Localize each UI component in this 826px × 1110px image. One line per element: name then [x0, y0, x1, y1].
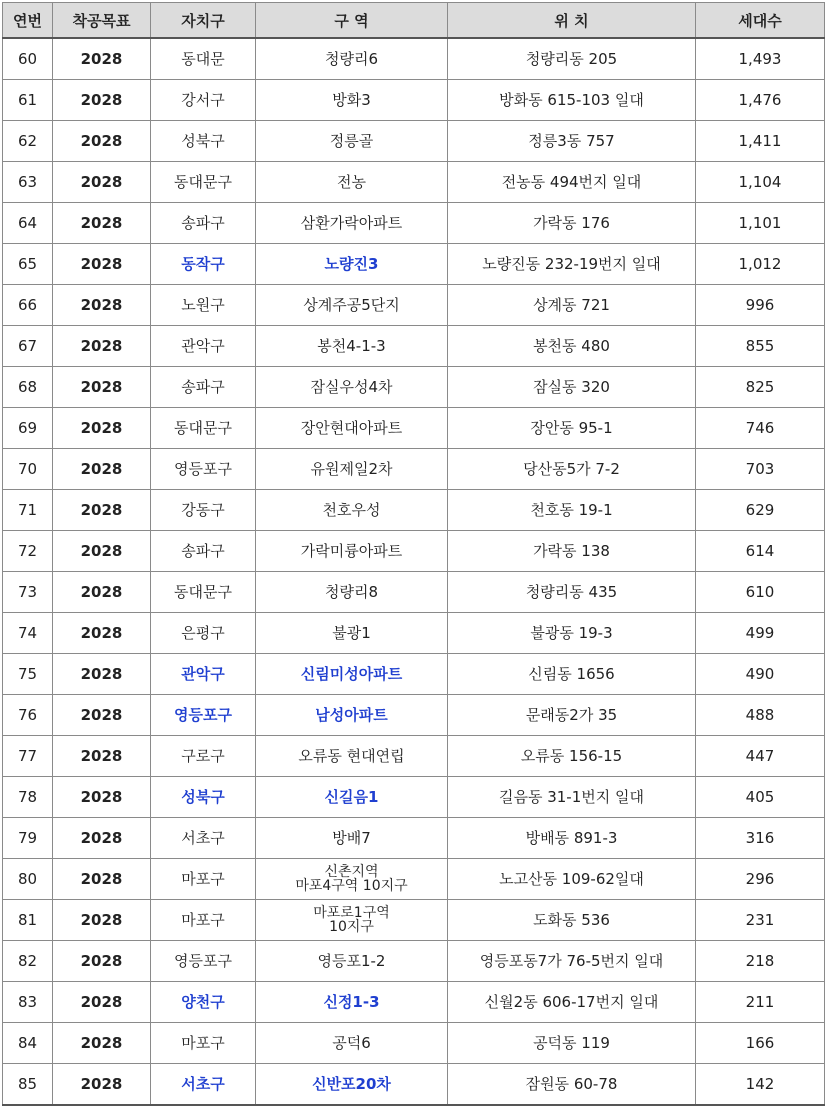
row-number: 67 [3, 326, 53, 367]
row-households: 703 [696, 449, 825, 490]
table-body [3, 38, 825, 1105]
row-households: 1,101 [696, 203, 825, 244]
header-households: 세대수 [696, 3, 825, 39]
row-target-year: 2028 [53, 531, 151, 572]
row-number: 74 [3, 613, 53, 654]
row-zone: 가락미륭아파트 [256, 531, 448, 572]
table-row [3, 1064, 825, 1106]
row-location: 봉천동 480 [448, 326, 696, 367]
row-location: 신림동 1656 [448, 654, 696, 695]
header-zone: 구 역 [256, 3, 448, 39]
row-location: 방배동 891-3 [448, 818, 696, 859]
row-district: 마포구 [151, 859, 256, 900]
row-households: 1,476 [696, 80, 825, 121]
row-zone: 잠실우성4차 [256, 367, 448, 408]
row-location: 청량리동 205 [448, 38, 696, 80]
row-zone: 방배7 [256, 818, 448, 859]
row-households: 490 [696, 654, 825, 695]
row-district: 송파구 [151, 367, 256, 408]
table-row [3, 285, 825, 326]
row-target-year: 2028 [53, 818, 151, 859]
row-district: 영등포구 [151, 941, 256, 982]
table-row [3, 408, 825, 449]
row-households: 1,104 [696, 162, 825, 203]
row-location: 영등포동7가 76-5번지 일대 [448, 941, 696, 982]
row-location: 장안동 95-1 [448, 408, 696, 449]
row-zone: 장안현대아파트 [256, 408, 448, 449]
row-zone: 정릉골 [256, 121, 448, 162]
table-row [3, 80, 825, 121]
row-zone: 방화3 [256, 80, 448, 121]
row-district: 송파구 [151, 203, 256, 244]
row-location: 신월2동 606-17번지 일대 [448, 982, 696, 1023]
table-row [3, 203, 825, 244]
row-target-year: 2028 [53, 1064, 151, 1106]
row-zone: 유원제일2차 [256, 449, 448, 490]
row-district: 서초구 [151, 1064, 256, 1106]
header-district: 자치구 [151, 3, 256, 39]
row-district: 관악구 [151, 326, 256, 367]
row-district: 송파구 [151, 531, 256, 572]
row-district: 강동구 [151, 490, 256, 531]
row-households: 629 [696, 490, 825, 531]
row-target-year: 2028 [53, 982, 151, 1023]
row-households: 405 [696, 777, 825, 818]
row-zone-line2: 10지구 [329, 919, 374, 935]
row-households: 211 [696, 982, 825, 1023]
row-number: 60 [3, 38, 53, 80]
row-households: 142 [696, 1064, 825, 1106]
header-no: 연번 [3, 3, 53, 39]
row-number: 78 [3, 777, 53, 818]
row-number: 75 [3, 654, 53, 695]
row-location: 정릉3동 757 [448, 121, 696, 162]
row-households: 488 [696, 695, 825, 736]
row-target-year: 2028 [53, 859, 151, 900]
row-zone [256, 900, 448, 941]
row-households: 614 [696, 531, 825, 572]
row-location: 가락동 176 [448, 203, 696, 244]
row-zone: 남성아파트 [256, 695, 448, 736]
table-row [3, 531, 825, 572]
table-row [3, 818, 825, 859]
row-number: 85 [3, 1064, 53, 1106]
row-target-year: 2028 [53, 572, 151, 613]
table-row [3, 695, 825, 736]
row-zone: 신림미성아파트 [256, 654, 448, 695]
row-number: 72 [3, 531, 53, 572]
table-row [3, 326, 825, 367]
row-number: 64 [3, 203, 53, 244]
row-number: 79 [3, 818, 53, 859]
row-zone: 오류동 현대연립 [256, 736, 448, 777]
row-households: 1,012 [696, 244, 825, 285]
header-target-year: 착공목표 [53, 3, 151, 39]
row-number: 80 [3, 859, 53, 900]
row-number: 69 [3, 408, 53, 449]
row-district: 동대문구 [151, 408, 256, 449]
row-location: 상계동 721 [448, 285, 696, 326]
table-row [3, 38, 825, 80]
header-location: 위 치 [448, 3, 696, 39]
row-households: 166 [696, 1023, 825, 1064]
row-district: 구로구 [151, 736, 256, 777]
row-households: 610 [696, 572, 825, 613]
row-location: 당산동5가 7-2 [448, 449, 696, 490]
row-target-year: 2028 [53, 162, 151, 203]
row-location: 문래동2가 35 [448, 695, 696, 736]
row-households: 825 [696, 367, 825, 408]
row-number: 65 [3, 244, 53, 285]
row-district: 영등포구 [151, 449, 256, 490]
row-district: 동대문구 [151, 572, 256, 613]
table-row [3, 777, 825, 818]
table-header-row [3, 3, 825, 39]
table-row [3, 900, 825, 941]
row-number: 71 [3, 490, 53, 531]
row-zone: 상계주공5단지 [256, 285, 448, 326]
table-row [3, 449, 825, 490]
row-target-year: 2028 [53, 449, 151, 490]
table-row [3, 244, 825, 285]
row-location: 길음동 31-1번지 일대 [448, 777, 696, 818]
row-district: 성북구 [151, 777, 256, 818]
row-district: 동대문구 [151, 162, 256, 203]
row-district: 마포구 [151, 900, 256, 941]
row-target-year: 2028 [53, 736, 151, 777]
row-target-year: 2028 [53, 203, 151, 244]
row-zone [256, 859, 448, 900]
row-zone: 신길음1 [256, 777, 448, 818]
row-location: 전농동 494번지 일대 [448, 162, 696, 203]
row-target-year: 2028 [53, 613, 151, 654]
table-row [3, 1023, 825, 1064]
row-zone: 공덕6 [256, 1023, 448, 1064]
row-location: 노량진동 232-19번지 일대 [448, 244, 696, 285]
row-district: 마포구 [151, 1023, 256, 1064]
row-target-year: 2028 [53, 80, 151, 121]
table-row [3, 736, 825, 777]
row-district: 영등포구 [151, 695, 256, 736]
row-district: 동작구 [151, 244, 256, 285]
row-district: 은평구 [151, 613, 256, 654]
row-district: 강서구 [151, 80, 256, 121]
row-zone-line1: 신촌지역 [324, 864, 379, 880]
table-row [3, 572, 825, 613]
row-households: 447 [696, 736, 825, 777]
row-location: 도화동 536 [448, 900, 696, 941]
row-number: 70 [3, 449, 53, 490]
row-location: 가락동 138 [448, 531, 696, 572]
row-target-year: 2028 [53, 38, 151, 80]
row-households: 218 [696, 941, 825, 982]
row-target-year: 2028 [53, 1023, 151, 1064]
row-households: 855 [696, 326, 825, 367]
table-row [3, 490, 825, 531]
table-row [3, 121, 825, 162]
row-number: 66 [3, 285, 53, 326]
row-district: 서초구 [151, 818, 256, 859]
row-target-year: 2028 [53, 367, 151, 408]
row-number: 84 [3, 1023, 53, 1064]
row-location: 불광동 19-3 [448, 613, 696, 654]
row-households: 996 [696, 285, 825, 326]
table-row [3, 162, 825, 203]
row-households: 231 [696, 900, 825, 941]
row-zone: 신반포20차 [256, 1064, 448, 1106]
row-location: 잠원동 60-78 [448, 1064, 696, 1106]
table-row [3, 654, 825, 695]
row-zone: 청량리6 [256, 38, 448, 80]
row-location: 방화동 615-103 일대 [448, 80, 696, 121]
table-row [3, 982, 825, 1023]
row-location: 청량리동 435 [448, 572, 696, 613]
row-target-year: 2028 [53, 654, 151, 695]
row-zone: 신정1-3 [256, 982, 448, 1023]
row-target-year: 2028 [53, 490, 151, 531]
row-households: 746 [696, 408, 825, 449]
row-target-year: 2028 [53, 941, 151, 982]
row-zone: 전농 [256, 162, 448, 203]
row-zone-line2: 마포4구역 10지구 [295, 878, 408, 894]
row-zone: 천호우성 [256, 490, 448, 531]
row-number: 81 [3, 900, 53, 941]
row-zone: 봉천4-1-3 [256, 326, 448, 367]
row-number: 82 [3, 941, 53, 982]
row-target-year: 2028 [53, 326, 151, 367]
row-number: 83 [3, 982, 53, 1023]
table-row [3, 367, 825, 408]
row-households: 296 [696, 859, 825, 900]
redevelopment-table [2, 2, 825, 1106]
row-district: 양천구 [151, 982, 256, 1023]
row-households: 1,493 [696, 38, 825, 80]
row-households: 316 [696, 818, 825, 859]
row-target-year: 2028 [53, 244, 151, 285]
row-households: 1,411 [696, 121, 825, 162]
row-households: 499 [696, 613, 825, 654]
row-zone: 청량리8 [256, 572, 448, 613]
row-zone: 노량진3 [256, 244, 448, 285]
row-target-year: 2028 [53, 777, 151, 818]
row-number: 62 [3, 121, 53, 162]
row-location: 오류동 156-15 [448, 736, 696, 777]
row-zone-line1: 마포로1구역 [313, 905, 390, 921]
row-district: 노원구 [151, 285, 256, 326]
row-zone: 불광1 [256, 613, 448, 654]
row-number: 77 [3, 736, 53, 777]
row-number: 61 [3, 80, 53, 121]
row-target-year: 2028 [53, 121, 151, 162]
row-number: 68 [3, 367, 53, 408]
row-location: 공덕동 119 [448, 1023, 696, 1064]
table-row [3, 859, 825, 900]
row-number: 76 [3, 695, 53, 736]
row-number: 63 [3, 162, 53, 203]
row-zone: 삼환가락아파트 [256, 203, 448, 244]
row-district: 관악구 [151, 654, 256, 695]
row-district: 동대문 [151, 38, 256, 80]
row-target-year: 2028 [53, 285, 151, 326]
row-district: 성북구 [151, 121, 256, 162]
row-target-year: 2028 [53, 900, 151, 941]
row-target-year: 2028 [53, 408, 151, 449]
row-location: 노고산동 109-62일대 [448, 859, 696, 900]
row-zone: 영등포1-2 [256, 941, 448, 982]
row-location: 천호동 19-1 [448, 490, 696, 531]
row-number: 73 [3, 572, 53, 613]
row-target-year: 2028 [53, 695, 151, 736]
table-row [3, 613, 825, 654]
row-location: 잠실동 320 [448, 367, 696, 408]
table-row [3, 941, 825, 982]
